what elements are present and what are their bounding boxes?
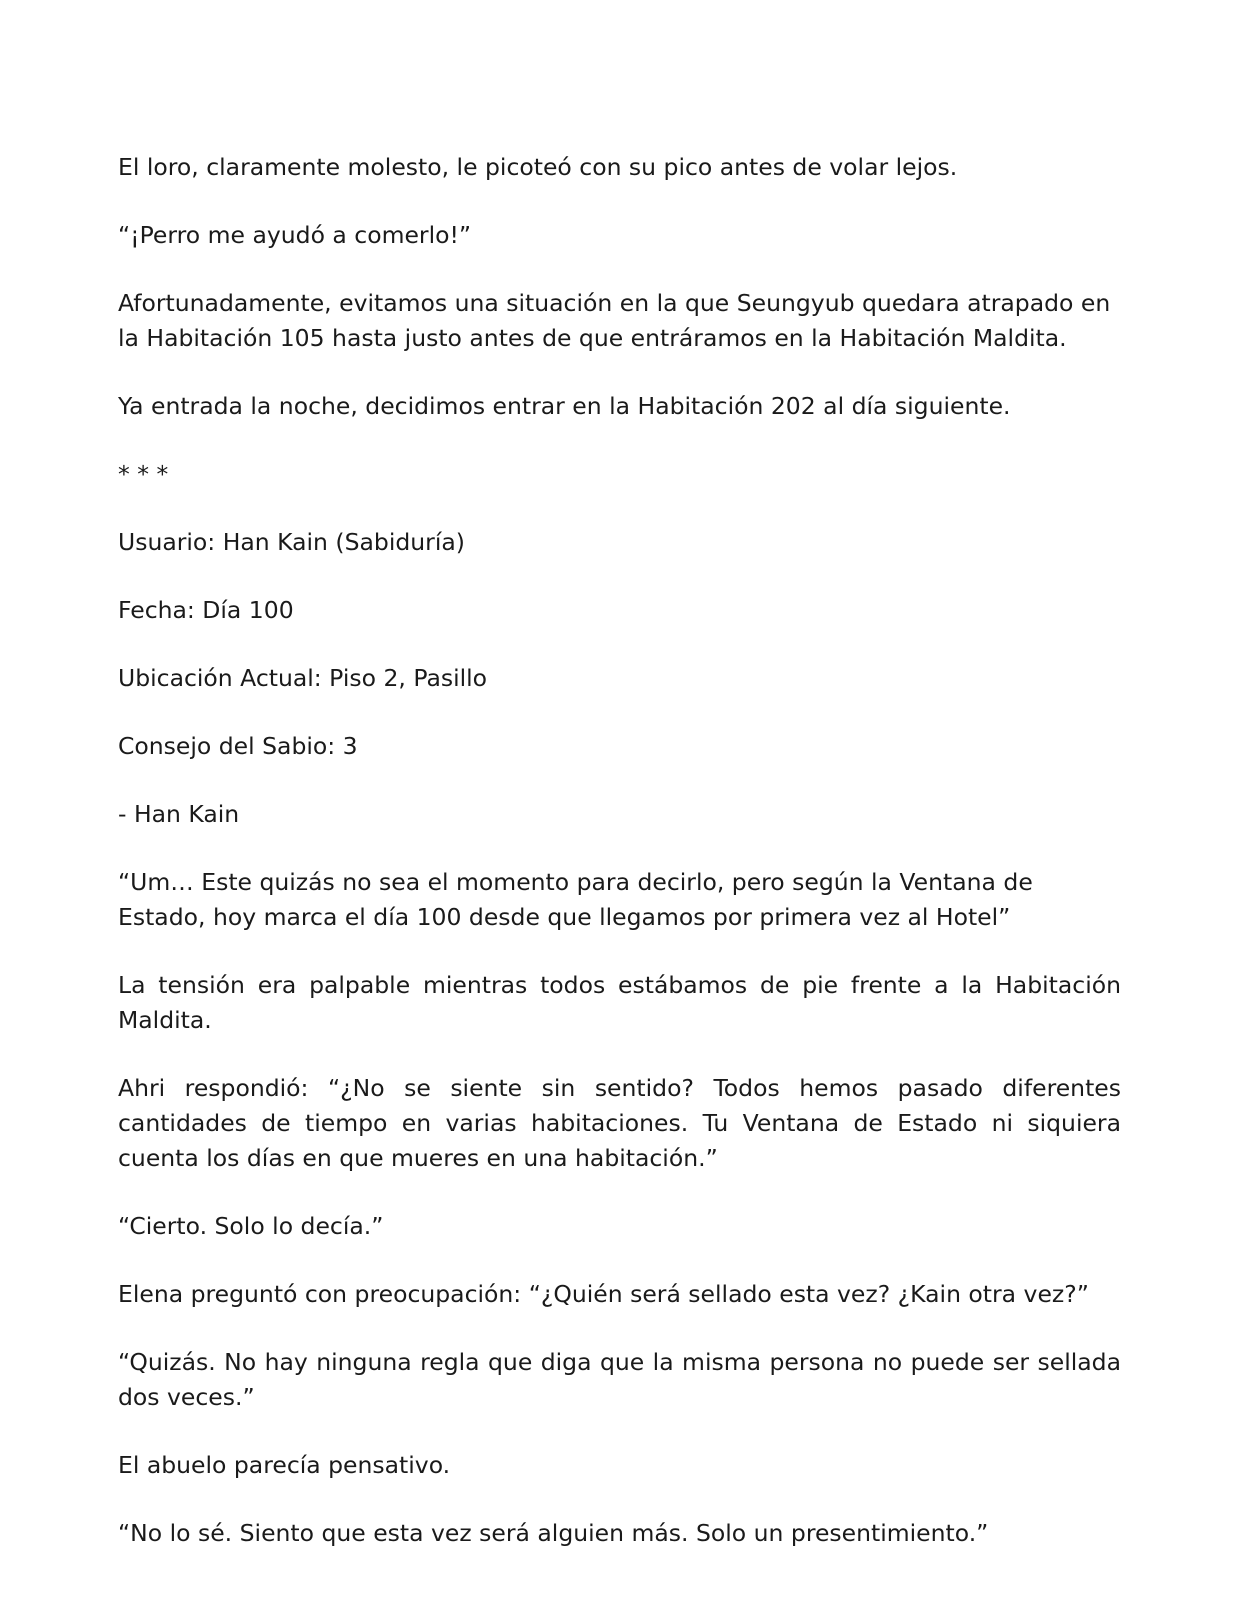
paragraph: “¡Perro me ayudó a comerlo!”	[118, 221, 472, 249]
status-name: - Han Kain	[118, 800, 240, 828]
document-body	[118, 150, 1121, 1584]
paragraph: “No lo sé. Siento que esta vez será alguien más. Solo un presentimiento.”	[118, 1519, 989, 1547]
paragraph: La tensión era palpable mientras todos estábamos de pie frente a la Habitación Maldita.	[118, 971, 1121, 1034]
status-date: Fecha: Día 100	[118, 596, 294, 624]
scene-break: * * *	[118, 460, 169, 488]
paragraph: Ya entrada la noche, decidimos entrar en la Habitación 202 al día siguiente.	[118, 392, 1011, 420]
paragraph: El abuelo parecía pensativo.	[118, 1451, 451, 1479]
paragraph: Elena preguntó con preocupación: “¿Quién será sellado esta vez? ¿Kain otra vez?”	[118, 1280, 1089, 1308]
status-sage-advice: Consejo del Sabio: 3	[118, 732, 358, 760]
paragraph: “Quizás. No hay ninguna regla que diga que la misma persona no puede ser sellada dos veces.”	[118, 1348, 1121, 1411]
paragraph: Ahri respondió: “¿No se siente sin sentido? Todos hemos pasado diferentes cantidades de tiempo en varias habitaciones. Tu Ventana de Estado ni siquiera cuenta los días en que mueres en una habitación.”	[118, 1074, 1121, 1172]
paragraph: “Cierto. Solo lo decía.”	[118, 1212, 384, 1240]
status-location: Ubicación Actual: Piso 2, Pasillo	[118, 664, 488, 692]
status-user: Usuario: Han Kain (Sabiduría)	[118, 528, 465, 556]
paragraph: “Um… Este quizás no sea el momento para decirlo, pero según la Ventana de Estado, hoy marca el día 100 desde que llegamos por primera vez al Hotel”	[118, 868, 1033, 931]
paragraph: El loro, claramente molesto, le picoteó con su pico antes de volar lejos.	[118, 153, 958, 181]
paragraph: Afortunadamente, evitamos una situación en la que Seungyub quedara atrapado en la Habitación 105 hasta justo antes de que entráramos en la Habitación Maldita.	[118, 289, 1111, 352]
